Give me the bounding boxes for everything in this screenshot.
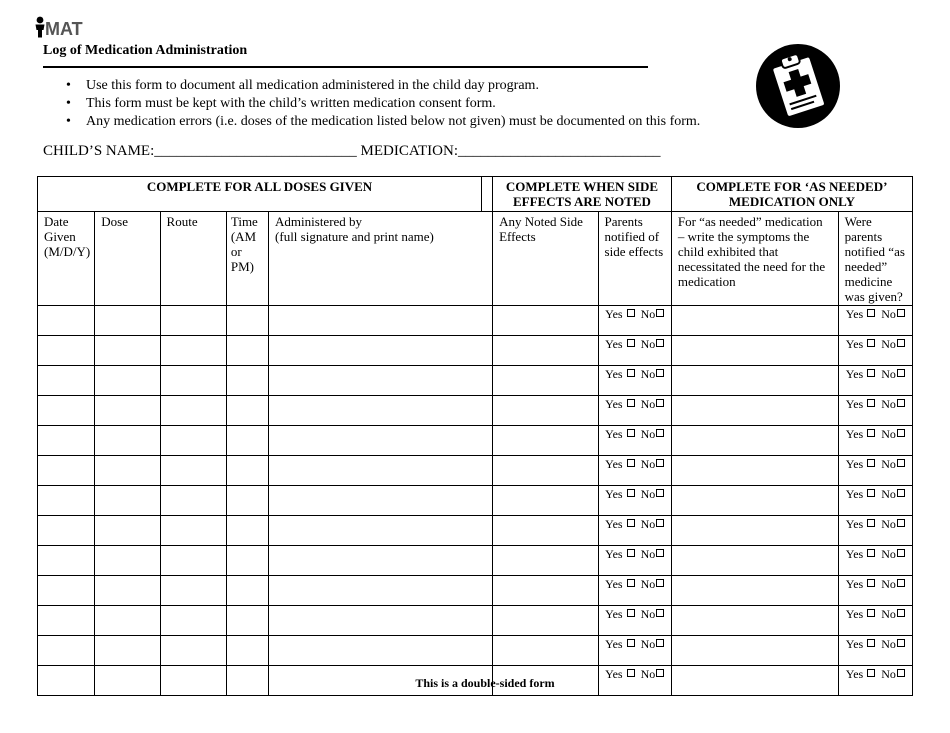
- no-label: No: [881, 427, 896, 441]
- cell-symptoms[interactable]: [671, 336, 838, 366]
- no-label: No: [881, 307, 896, 321]
- cell-symptoms[interactable]: [671, 516, 838, 546]
- instruction-item: • This form must be kept with the child’s written medication consent form.: [66, 96, 496, 111]
- yes-label: Yes: [605, 487, 623, 501]
- cell-side-effects[interactable]: [493, 576, 598, 606]
- no-checkbox[interactable]: [897, 459, 905, 467]
- no-checkbox[interactable]: [897, 399, 905, 407]
- cell-route[interactable]: [160, 426, 226, 456]
- yes-label: Yes: [845, 487, 864, 501]
- instruction-item: • Any medication errors (i.e. doses of the medication listed below not given) must be documented on this form.: [66, 114, 701, 129]
- cell-administered-by[interactable]: [269, 396, 493, 426]
- yes-label: Yes: [605, 397, 623, 411]
- yes-label: Yes: [845, 457, 864, 471]
- yes-label: Yes: [605, 667, 623, 681]
- cell-administered-by[interactable]: [269, 366, 493, 396]
- no-label: No: [640, 427, 656, 441]
- no-label: No: [640, 337, 656, 351]
- child-name-label: CHILD’S NAME:: [43, 143, 155, 159]
- yes-checkbox[interactable]: [867, 549, 875, 557]
- yes-checkbox[interactable]: [867, 459, 875, 467]
- no-label: No: [640, 307, 656, 321]
- cell-side-effects[interactable]: [493, 456, 598, 486]
- yes-label: Yes: [845, 307, 864, 321]
- yes-checkbox[interactable]: [627, 579, 635, 587]
- no-checkbox[interactable]: [897, 429, 905, 437]
- no-label: No: [881, 487, 896, 501]
- cell-parents-as-needed: [838, 306, 912, 336]
- cell-parents-notified: [598, 336, 671, 366]
- no-checkbox[interactable]: [656, 519, 664, 527]
- table-row: [38, 306, 913, 336]
- cell-date[interactable]: [38, 396, 95, 426]
- no-label: No: [640, 637, 656, 651]
- yes-label: Yes: [845, 367, 864, 381]
- cell-date[interactable]: [38, 546, 95, 576]
- cell-symptoms[interactable]: [671, 306, 838, 336]
- no-checkbox[interactable]: [897, 339, 905, 347]
- cell-side-effects[interactable]: [493, 606, 598, 636]
- no-label: No: [881, 577, 896, 591]
- yes-checkbox[interactable]: [867, 609, 875, 617]
- medication-field[interactable]: ___________________________: [458, 143, 661, 159]
- yes-label: Yes: [845, 577, 864, 591]
- instructions-list: [66, 77, 700, 131]
- cell-route[interactable]: [160, 396, 226, 426]
- cell-parents-as-needed: [838, 336, 912, 366]
- cell-symptoms[interactable]: [671, 396, 838, 426]
- cell-dose[interactable]: [95, 486, 160, 516]
- yes-checkbox[interactable]: [627, 489, 635, 497]
- no-checkbox[interactable]: [656, 429, 664, 437]
- cell-parents-as-needed: [838, 366, 912, 396]
- col-date: Date Given (M/D/Y): [38, 212, 95, 306]
- yes-label: Yes: [845, 427, 864, 441]
- cell-side-effects[interactable]: [493, 336, 598, 366]
- cell-parents-as-needed: [838, 546, 912, 576]
- yes-label: Yes: [605, 637, 623, 651]
- cell-time[interactable]: [226, 486, 268, 516]
- yes-checkbox[interactable]: [627, 519, 635, 527]
- cell-parents-as-needed: [838, 486, 912, 516]
- yes-checkbox[interactable]: [867, 339, 875, 347]
- no-checkbox[interactable]: [897, 369, 905, 377]
- cell-time[interactable]: [226, 546, 268, 576]
- cell-dose[interactable]: [95, 336, 160, 366]
- cell-time[interactable]: [226, 366, 268, 396]
- cell-side-effects[interactable]: [493, 306, 598, 336]
- yes-checkbox[interactable]: [627, 369, 635, 377]
- cell-dose[interactable]: [95, 636, 160, 666]
- col-dose: Dose: [95, 212, 160, 306]
- table-row: [38, 516, 913, 546]
- clipboard-medical-icon: [755, 43, 841, 129]
- yes-checkbox[interactable]: [627, 459, 635, 467]
- cell-parents-notified: [598, 576, 671, 606]
- cell-symptoms[interactable]: [671, 546, 838, 576]
- no-label: No: [640, 667, 656, 681]
- no-checkbox[interactable]: [897, 489, 905, 497]
- cell-parents-as-needed: [838, 516, 912, 546]
- cell-route[interactable]: [160, 546, 226, 576]
- no-label: No: [640, 547, 656, 561]
- yes-checkbox[interactable]: [867, 429, 875, 437]
- child-medication-fields: [43, 143, 661, 160]
- yes-label: Yes: [605, 577, 623, 591]
- cell-administered-by[interactable]: [269, 516, 493, 546]
- cell-dose[interactable]: [95, 546, 160, 576]
- cell-date[interactable]: [38, 486, 95, 516]
- yes-label: Yes: [845, 667, 864, 681]
- no-checkbox[interactable]: [656, 459, 664, 467]
- cell-administered-by[interactable]: [269, 486, 493, 516]
- col-parents-as-needed: Were parents notified “as needed” medicine was given?: [838, 212, 912, 306]
- yes-checkbox[interactable]: [867, 579, 875, 587]
- cell-dose[interactable]: [95, 576, 160, 606]
- yes-label: Yes: [845, 337, 864, 351]
- cell-dose[interactable]: [95, 426, 160, 456]
- yes-label: Yes: [605, 517, 623, 531]
- cell-parents-as-needed: [838, 636, 912, 666]
- yes-label: Yes: [605, 307, 623, 321]
- cell-parents-notified: [598, 396, 671, 426]
- section-side-effects: COMPLETE WHEN SIDE EFFECTS ARE NOTED: [493, 177, 672, 212]
- no-label: No: [881, 337, 896, 351]
- yes-label: Yes: [605, 607, 623, 621]
- no-label: No: [881, 547, 896, 561]
- cell-side-effects[interactable]: [493, 366, 598, 396]
- cell-date[interactable]: [38, 606, 95, 636]
- cell-parents-notified: [598, 516, 671, 546]
- no-label: No: [640, 367, 656, 381]
- yes-label: Yes: [845, 637, 864, 651]
- cell-side-effects[interactable]: [493, 426, 598, 456]
- cell-administered-by[interactable]: [269, 576, 493, 606]
- cell-date[interactable]: [38, 366, 95, 396]
- cell-route[interactable]: [160, 336, 226, 366]
- cell-time[interactable]: [226, 636, 268, 666]
- logo-text: MAT: [45, 19, 83, 39]
- cell-symptoms[interactable]: [671, 366, 838, 396]
- no-label: No: [640, 457, 656, 471]
- no-label: No: [881, 607, 896, 621]
- cell-parents-notified: [598, 486, 671, 516]
- cell-administered-by[interactable]: [269, 336, 493, 366]
- col-route: Route: [160, 212, 226, 306]
- table-row: [38, 456, 913, 486]
- cell-side-effects[interactable]: [493, 546, 598, 576]
- cell-side-effects[interactable]: [493, 516, 598, 546]
- no-checkbox[interactable]: [656, 339, 664, 347]
- no-checkbox[interactable]: [656, 489, 664, 497]
- cell-route[interactable]: [160, 486, 226, 516]
- cell-date[interactable]: [38, 336, 95, 366]
- no-label: No: [881, 667, 896, 681]
- cell-date[interactable]: [38, 306, 95, 336]
- section-spacer: [482, 177, 493, 212]
- no-label: No: [640, 397, 656, 411]
- cell-dose[interactable]: [95, 306, 160, 336]
- page-title: Log of Medication Administration: [43, 43, 248, 58]
- col-administered-by: Administered by (full signature and print name): [269, 212, 493, 306]
- cell-parents-notified: [598, 456, 671, 486]
- cell-date[interactable]: [38, 636, 95, 666]
- yes-checkbox[interactable]: [627, 639, 635, 647]
- cell-date[interactable]: [38, 516, 95, 546]
- cell-route[interactable]: [160, 366, 226, 396]
- cell-route[interactable]: [160, 456, 226, 486]
- cell-parents-as-needed: [838, 606, 912, 636]
- cell-parents-notified: [598, 606, 671, 636]
- no-checkbox[interactable]: [656, 309, 664, 317]
- no-checkbox[interactable]: [897, 519, 905, 527]
- yes-checkbox[interactable]: [627, 339, 635, 347]
- cell-time[interactable]: [226, 306, 268, 336]
- table-row: [38, 426, 913, 456]
- table-row: [38, 486, 913, 516]
- cell-date[interactable]: [38, 456, 95, 486]
- cell-parents-notified: [598, 306, 671, 336]
- logo: [34, 16, 83, 38]
- cell-route[interactable]: [160, 636, 226, 666]
- cell-time[interactable]: [226, 426, 268, 456]
- cell-dose[interactable]: [95, 396, 160, 426]
- no-checkbox[interactable]: [897, 309, 905, 317]
- no-checkbox[interactable]: [897, 639, 905, 647]
- cell-symptoms[interactable]: [671, 576, 838, 606]
- cell-date[interactable]: [38, 426, 95, 456]
- yes-label: Yes: [605, 367, 623, 381]
- table-row: [38, 336, 913, 366]
- no-label: No: [881, 367, 896, 381]
- cell-parents-as-needed: [838, 456, 912, 486]
- yes-label: Yes: [845, 607, 864, 621]
- cell-parents-notified: [598, 426, 671, 456]
- yes-label: Yes: [605, 337, 623, 351]
- col-time: Time (AM or PM): [226, 212, 268, 306]
- no-checkbox[interactable]: [897, 549, 905, 557]
- medication-label: MEDICATION:: [360, 143, 458, 159]
- cell-parents-as-needed: [838, 396, 912, 426]
- yes-checkbox[interactable]: [867, 519, 875, 527]
- yes-label: Yes: [845, 517, 864, 531]
- cell-route[interactable]: [160, 576, 226, 606]
- cell-parents-notified: [598, 366, 671, 396]
- no-label: No: [881, 397, 896, 411]
- medication-log-table: [37, 176, 913, 696]
- table-row: [38, 576, 913, 606]
- col-symptoms: For “as needed” medication – write the symptoms the child exhibited that necessitated the need for the medication: [671, 212, 838, 306]
- table-row: [38, 396, 913, 426]
- cell-parents-notified: [598, 546, 671, 576]
- cell-date[interactable]: [38, 576, 95, 606]
- cell-time[interactable]: [226, 606, 268, 636]
- no-label: No: [881, 517, 896, 531]
- no-checkbox[interactable]: [656, 639, 664, 647]
- col-parents-notified: Parents notified of side effects: [598, 212, 671, 306]
- section-as-needed: COMPLETE FOR ‘AS NEEDED’ MEDICATION ONLY: [671, 177, 912, 212]
- table-row: [38, 636, 913, 666]
- yes-label: Yes: [845, 547, 864, 561]
- cell-parents-as-needed: [838, 426, 912, 456]
- cell-time[interactable]: [226, 516, 268, 546]
- no-checkbox[interactable]: [897, 579, 905, 587]
- table-row: [38, 546, 913, 576]
- yes-checkbox[interactable]: [627, 549, 635, 557]
- cell-dose[interactable]: [95, 366, 160, 396]
- cell-route[interactable]: [160, 516, 226, 546]
- cell-dose[interactable]: [95, 456, 160, 486]
- cell-dose[interactable]: [95, 606, 160, 636]
- no-label: No: [640, 487, 656, 501]
- yes-label: Yes: [845, 397, 864, 411]
- yes-label: Yes: [605, 547, 623, 561]
- no-label: No: [881, 457, 896, 471]
- table-row: [38, 366, 913, 396]
- cell-time[interactable]: [226, 396, 268, 426]
- cell-symptoms[interactable]: [671, 636, 838, 666]
- no-checkbox[interactable]: [897, 609, 905, 617]
- yes-label: Yes: [605, 427, 623, 441]
- instruction-item: • Use this form to document all medication administered in the child day program.: [66, 78, 539, 93]
- yes-checkbox[interactable]: [867, 399, 875, 407]
- cell-time[interactable]: [226, 336, 268, 366]
- cell-administered-by[interactable]: [269, 546, 493, 576]
- log-rows: [38, 306, 913, 696]
- no-label: No: [640, 517, 656, 531]
- cell-administered-by[interactable]: [269, 426, 493, 456]
- col-side-effects: Any Noted Side Effects: [493, 212, 598, 306]
- cell-dose[interactable]: [95, 516, 160, 546]
- yes-checkbox[interactable]: [627, 609, 635, 617]
- cell-time[interactable]: [226, 456, 268, 486]
- cell-route[interactable]: [160, 306, 226, 336]
- no-label: No: [640, 577, 656, 591]
- table-row: [38, 606, 913, 636]
- yes-checkbox[interactable]: [627, 309, 635, 317]
- cell-administered-by[interactable]: [269, 456, 493, 486]
- cell-administered-by[interactable]: [269, 606, 493, 636]
- no-checkbox[interactable]: [656, 609, 664, 617]
- yes-checkbox[interactable]: [867, 369, 875, 377]
- yes-label: Yes: [605, 457, 623, 471]
- cell-time[interactable]: [226, 576, 268, 606]
- cell-administered-by[interactable]: [269, 636, 493, 666]
- yes-checkbox[interactable]: [627, 429, 635, 437]
- cell-side-effects[interactable]: [493, 396, 598, 426]
- cell-administered-by[interactable]: [269, 306, 493, 336]
- cell-side-effects[interactable]: [493, 636, 598, 666]
- cell-symptoms[interactable]: [671, 606, 838, 636]
- no-label: No: [881, 637, 896, 651]
- cell-side-effects[interactable]: [493, 486, 598, 516]
- no-label: No: [640, 607, 656, 621]
- cell-parents-as-needed: [838, 576, 912, 606]
- yes-checkbox[interactable]: [867, 489, 875, 497]
- cell-symptoms[interactable]: [671, 456, 838, 486]
- yes-checkbox[interactable]: [867, 309, 875, 317]
- cell-symptoms[interactable]: [671, 486, 838, 516]
- cell-parents-notified: [598, 636, 671, 666]
- child-name-field[interactable]: ___________________________: [154, 143, 357, 159]
- yes-checkbox[interactable]: [627, 399, 635, 407]
- no-checkbox[interactable]: [656, 579, 664, 587]
- cell-route[interactable]: [160, 606, 226, 636]
- no-checkbox[interactable]: [656, 399, 664, 407]
- footer-note: This is a double-sided form: [415, 676, 555, 690]
- no-checkbox[interactable]: [656, 369, 664, 377]
- cell-symptoms[interactable]: [671, 426, 838, 456]
- yes-checkbox[interactable]: [867, 639, 875, 647]
- no-checkbox[interactable]: [656, 549, 664, 557]
- section-all-doses: COMPLETE FOR ALL DOSES GIVEN: [38, 177, 482, 212]
- title-divider: [43, 66, 648, 68]
